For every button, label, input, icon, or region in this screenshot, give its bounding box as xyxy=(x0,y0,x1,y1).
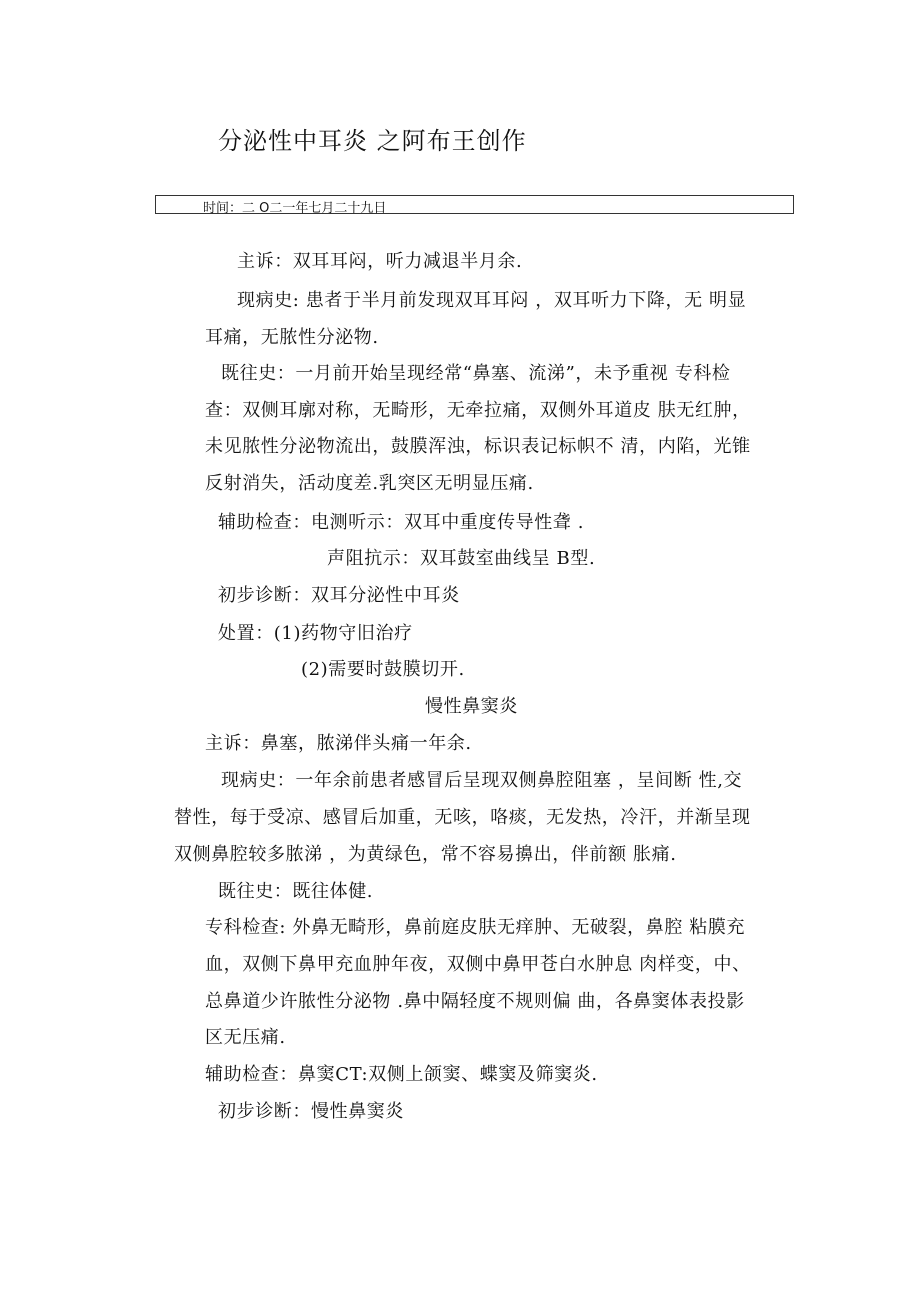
time-text: 时间：二 O二一年七月二十九日 xyxy=(203,201,387,216)
case2-aux-exam: 辅助检查：鼻窦CT:双侧上颌窦、蝶窦及筛窦炎. xyxy=(205,1064,598,1085)
case1-treatment-line2: (2)需要时鼓膜切开. xyxy=(301,659,465,680)
document-title: 分泌性中耳炎 之阿布王创作 xyxy=(218,127,527,155)
case1-exam-line1: 查：双侧耳廓对称，无畸形，无牵拉痛，双侧外耳道皮 肤无红肿， xyxy=(205,400,751,421)
case1-exam-line3: 反射消失，活动度差.乳突区无明显压痛. xyxy=(205,473,534,494)
case2-history-line2: 替性，每于受凉、感冒后加重，无咳，咯痰，无发热，冷汗，并渐呈现 xyxy=(174,807,751,828)
case1-exam-line2: 未见脓性分泌物流出，鼓膜浑浊，标识表记标帜不 清，内陷，光锥 xyxy=(205,436,751,457)
case1-complaint: 主诉：双耳耳闷，听力减退半月余. xyxy=(237,251,523,272)
case2-history-line3: 双侧鼻腔较多脓涕 ，为黄绿色，常不容易擤出，伴前额 胀痛. xyxy=(174,844,677,865)
case2-exam-line2: 血，双侧下鼻甲充血肿年夜，双侧中鼻甲苍白水肿息 肉样变，中、 xyxy=(205,954,751,975)
case1-past-line1: 既往史：一月前开始呈现经常“鼻塞、流涕”，未予重视 专科检 xyxy=(221,363,731,384)
case2-history-line1: 现病史：一年余前患者感冒后呈现双侧鼻腔阻塞 ，呈间断 性,交 xyxy=(221,770,743,791)
case1-history-line2: 耳痛，无脓性分泌物. xyxy=(205,327,379,348)
case1-aux-exam-line2: 声阻抗示：双耳鼓室曲线呈 B型. xyxy=(327,548,596,569)
case1-aux-exam-line1: 辅助检查：电测听示：双耳中重度传导性聋 . xyxy=(218,512,585,533)
case1-treatment-line1: 处置：(1)药物守旧治疗 xyxy=(218,623,413,644)
case1-diagnosis: 初步诊断：双耳分泌性中耳炎 xyxy=(218,585,460,606)
case2-exam-line4: 区无压痛. xyxy=(205,1027,286,1048)
case2-exam-line1: 专科检查: 外鼻无畸形，鼻前庭皮肤无痒肿、无破裂，鼻腔 粘膜充 xyxy=(205,917,746,938)
case2-diagnosis: 初步诊断：慢性鼻窦炎 xyxy=(218,1101,404,1122)
case2-exam-line3: 总鼻道少许脓性分泌物 .鼻中隔轻度不规则偏 曲，各鼻窦体表投影 xyxy=(205,991,745,1012)
case2-complaint: 主诉：鼻塞，脓涕伴头痛一年余. xyxy=(205,733,472,754)
time-box xyxy=(155,195,794,214)
case2-past-history: 既往史：既往体健. xyxy=(218,881,374,902)
case1-history-line1: 现病史: 患者于半月前发现双耳耳闷 ，双耳听力下降，无 明显 xyxy=(237,290,747,311)
case2-heading: 慢性鼻窦炎 xyxy=(425,696,518,717)
